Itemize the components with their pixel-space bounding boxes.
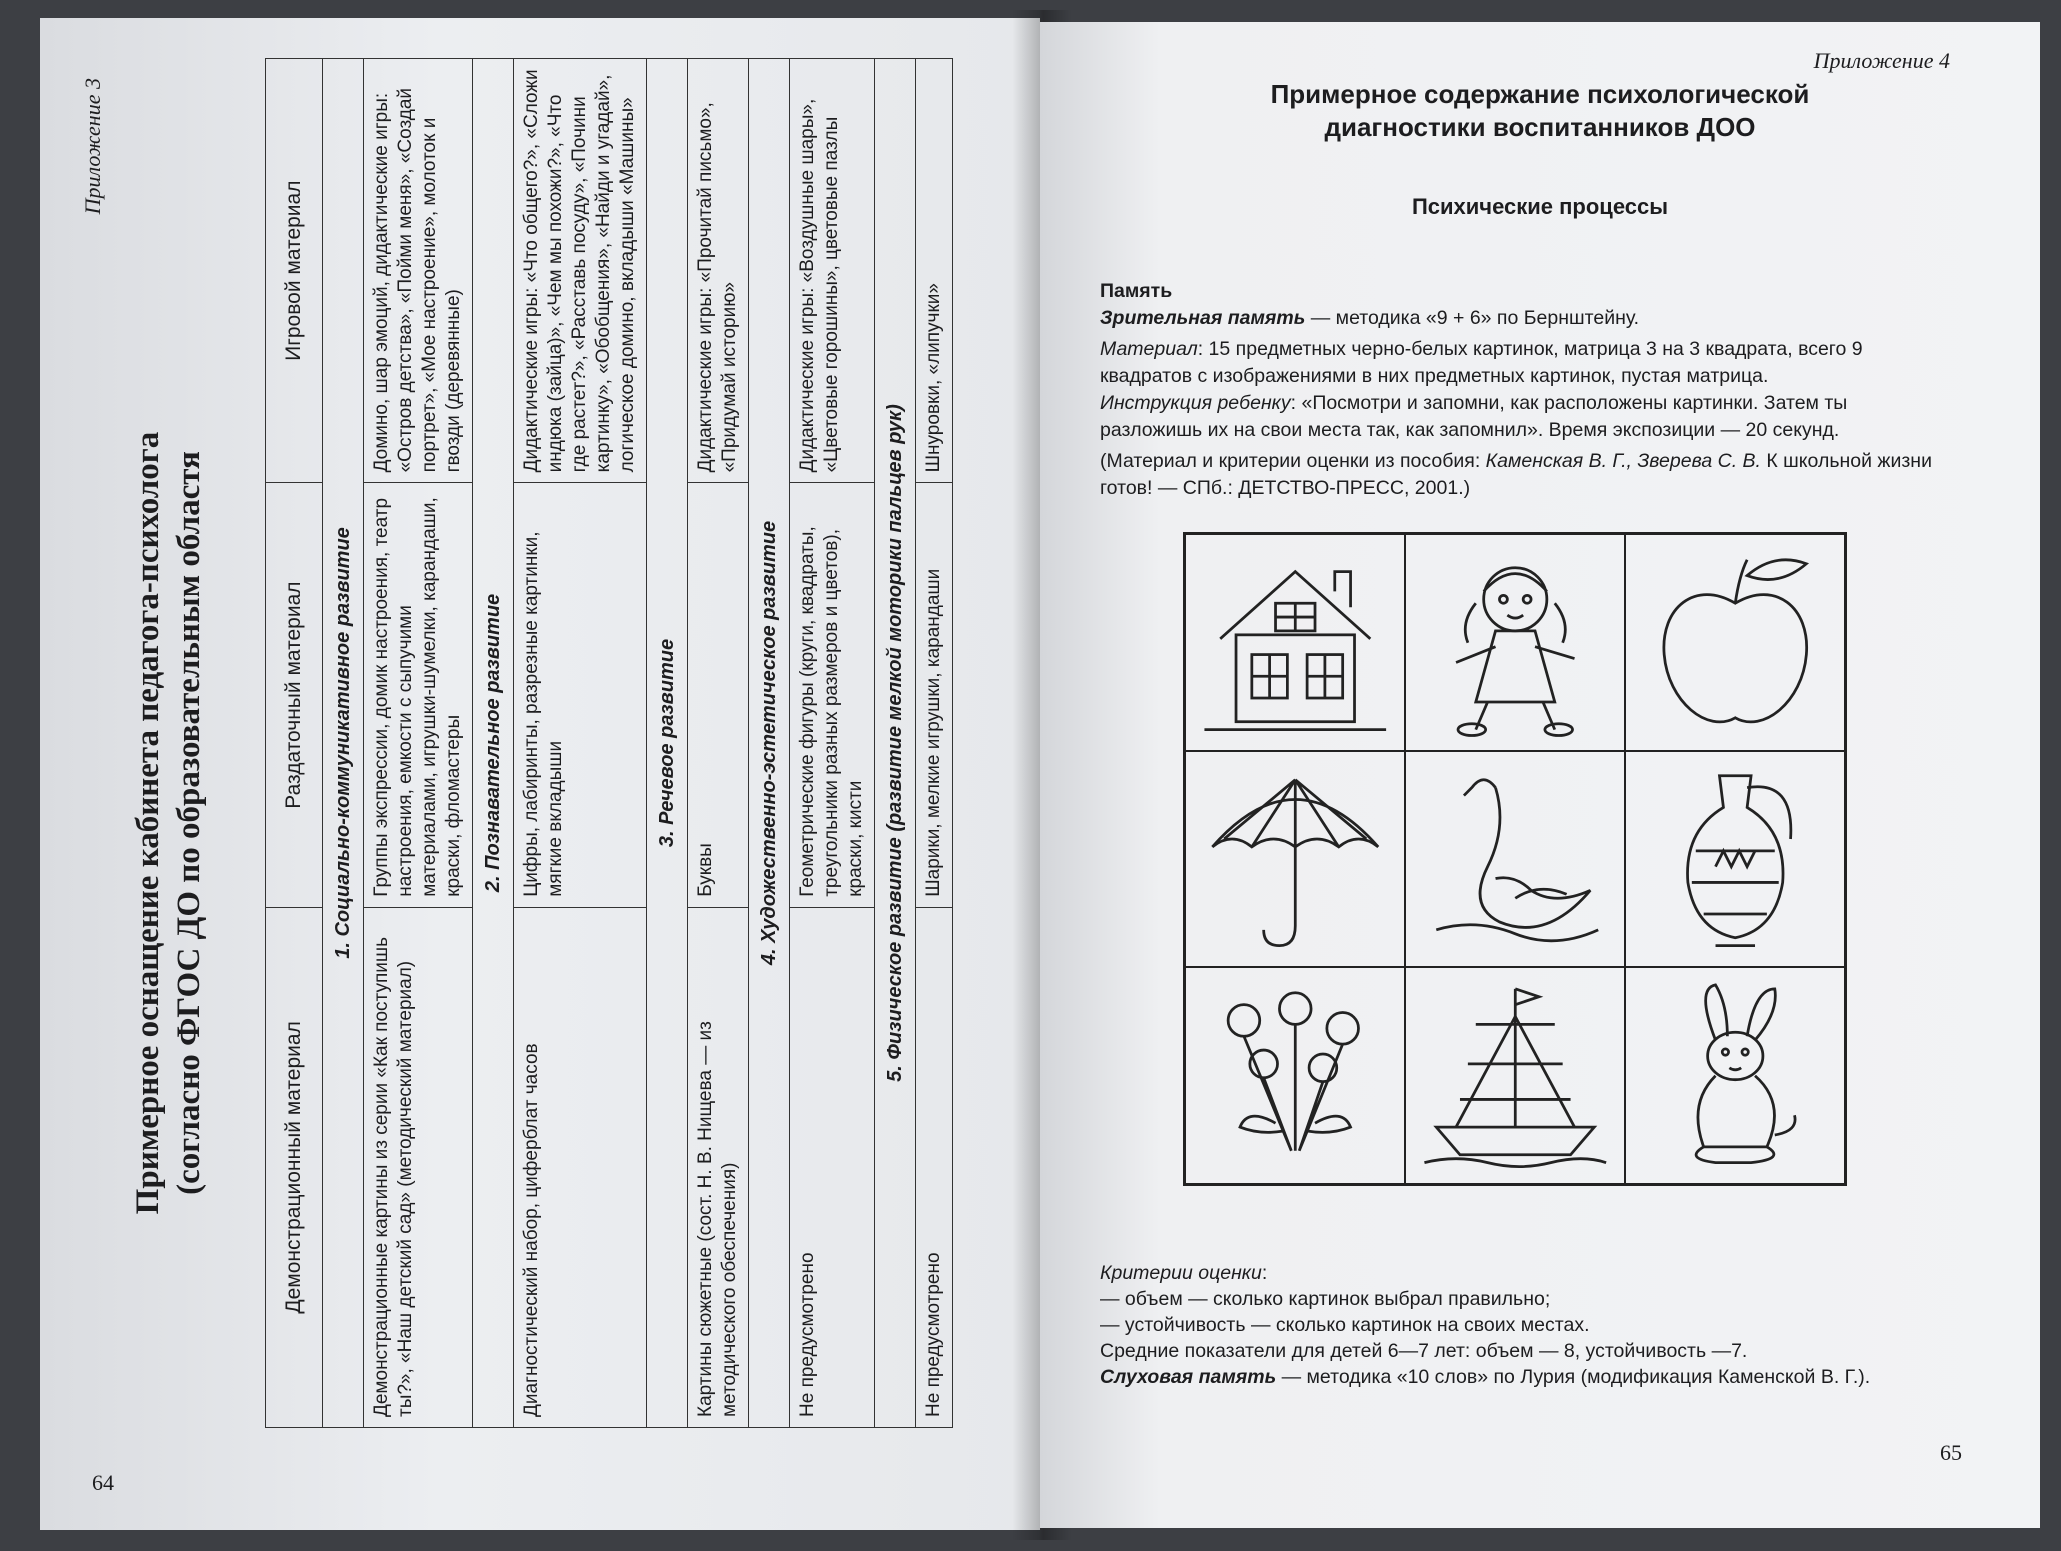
averages-text: Средние показатели для детей 6—7 лет: объем — 8, устойчивость —7. [1100,1340,1748,1362]
rotated-table-block [40,68,944,1468]
handout-cell: Цифры, лабиринты, разрезные картинки, мягкие вкладыши [514,483,647,907]
apple-picture [1625,534,1845,751]
handout-cell: Шарики, мелкие игрушки, карандаши [916,483,953,907]
hare-picture [1625,967,1845,1184]
equipment-table [265,58,953,1428]
section-heading: 4. Художественно-эстетическое развитие [749,59,790,1428]
auditory-memory-text: — методика «10 слов» по Лурия (модификация Каменской В. Г.). [1276,1366,1871,1388]
right-page [1040,22,2040,1528]
game-cell: Шнуровки, «липучки» [916,59,953,483]
col-header-game: Игровой материал [266,59,323,483]
right-title-line2: диагностики воспитанников ДОО [1324,112,1756,142]
source-start: (Материал и критерии оценки из пособия: [1100,450,1486,472]
handout-cell: Геометрические фигуры (круги, квадраты, треугольники разных размеров и цветов), краски, кисти [790,483,875,907]
appendix-label-left: Приложение 3 [80,78,105,215]
handout-cell: Группы экспрессии, домик настроения, театр настроения, емкости с сыпучими материалами, игрушки-шумелки, карандаши, краски, фломастеры [364,483,473,907]
visual-memory-text: — методика «9 + 6» по Бернштейну. [1305,307,1640,329]
col-header-demo: Демонстрационный материал [266,907,323,1427]
criteria-colon: : [1261,1262,1268,1284]
flowers-picture [1185,967,1405,1184]
game-cell: Домино, шар эмоций, дидактические игры: «Остров детства», «Пойми меня», «Создай портрет», «Мое настроение», молоток и гвозди (деревянные) [364,59,473,483]
source-end: К школьной жизни готов! — СПб.: ДЕТСТВО-ПРЕСС, 2001.) [1100,450,1932,499]
section-heading-row [875,59,916,1428]
section-heading: 5. Физическое развитие (развитие мелкой моторики пальцев рук) [875,59,916,1428]
game-cell: Дидактические игры: «Воздушные шары», «Цветовые горошины», цветовые пазлы [790,59,875,483]
criteria-label: Критерии оценки [1100,1262,1262,1284]
criteria-section [1100,1260,1980,1390]
table-row [790,59,875,1428]
left-title [128,198,210,1448]
doll-picture [1405,534,1625,751]
auditory-memory-label: Слуховая память [1100,1366,1277,1388]
table-row [514,59,647,1428]
page-number-left: 64 [92,1470,114,1495]
memory-section [1100,278,1940,502]
demo-cell: Не предусмотрено [790,907,875,1427]
section-heading: 3. Речевое развитие [647,59,688,1428]
demo-cell: Картины сюжетные (сост. Н. В. Нищева — из методического обеспечения) [688,907,749,1427]
instruction-text: : «Посмотри и запомни, как расположены картинки. Затем ты разложишь их на свои места так, как запомнил». Время экспозиции — 20 секунд. [1100,392,1848,441]
left-page [40,18,1040,1530]
section-heading-row [473,59,514,1428]
section-heading: 2. Познавательное развитие [473,59,514,1428]
demo-cell: Не предусмотрено [916,907,953,1427]
right-title [1120,78,1960,144]
section-heading-row [647,59,688,1428]
right-title-line1: Примерное содержание психологической [1270,79,1810,109]
memory-heading: Память [1100,280,1173,302]
demo-cell: Диагностический набор, циферблат часов [514,907,647,1427]
visual-memory-label: Зрительная память [1100,307,1306,329]
appendix-label-right: Приложение 4 [1813,48,1950,73]
game-cell: Дидактические игры: «Прочитай письмо», «Придумай историю» [688,59,749,483]
section-subtitle: Психические процессы [1411,194,1669,219]
criteria-item-stability: — устойчивость — сколько картинок на своих местах. [1100,1314,1590,1336]
section-heading: 1. Социально-коммуникативное развитие [323,59,364,1428]
picture-matrix [1183,532,1847,1186]
material-label: Материал [1100,338,1198,360]
left-title-line2: (согласно ФГОС ДО по образовательным областя [171,451,207,1195]
material-text: : 15 предметных черно-белых картинок, матрица 3 на 3 квадрата, всего 9 квадратов с изображениями в них предметных картинок, пустая матрица. [1100,338,1863,387]
instruction-label: Инструкция ребенку [1100,392,1291,414]
sailboat-picture [1405,967,1625,1184]
house-picture [1185,534,1405,751]
section-heading-row [323,59,364,1428]
swan-picture [1405,751,1625,968]
table-row [688,59,749,1428]
umbrella-picture [1185,751,1405,968]
demo-cell: Демонстрационные картины из серии «Как поступишь ты?», «Наш детский сад» (методический материал) [364,907,473,1427]
criteria-item-volume: — объем — сколько картинок выбрал правильно; [1100,1288,1551,1310]
left-title-line1: Примерное оснащение кабинета педагога-психолога [130,431,166,1215]
table-header-row [266,59,323,1428]
table-row [364,59,473,1428]
jug-picture [1625,751,1845,968]
source-authors: Каменская В. Г., Зверева С. В. [1485,450,1761,472]
game-cell: Дидактические игры: «Что общего?», «Сложи индюка (зайца)», «Чем мы похожи?», «Что где растет?», «Расставь посуду», «Почини картинку», «Обобщения», «Найди и угадай», логическое домино, вкладыши «Машины» [514,59,647,483]
page-number-right: 65 [1940,1440,1962,1465]
section-heading-row [749,59,790,1428]
handout-cell: Буквы [688,483,749,907]
table-row [916,59,953,1428]
col-header-handout: Раздаточный материал [266,483,323,907]
